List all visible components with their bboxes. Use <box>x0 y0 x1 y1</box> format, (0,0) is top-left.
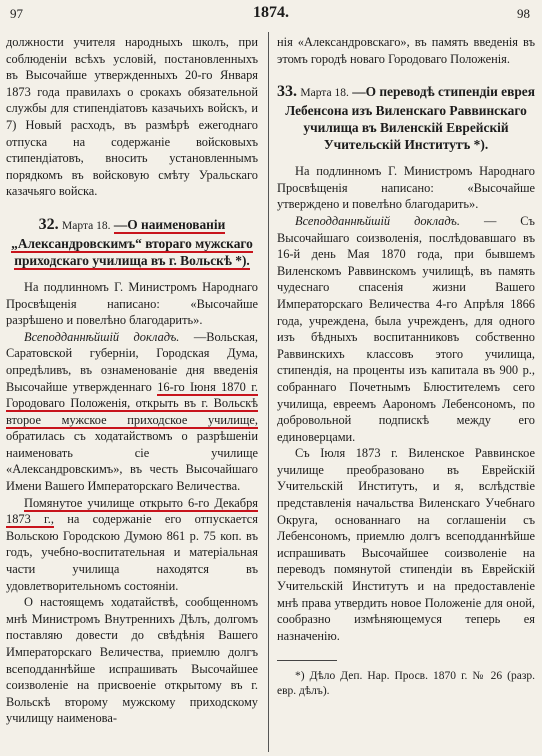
decree-33-paragraph-2 <box>277 213 535 445</box>
page-number-left: 97 <box>10 6 23 21</box>
decree-32-paragraph-4: О настоящемъ ходатайствѣ, сообщенномъ мнѣ Министромъ Внутреннихъ Дѣлъ, долгомъ поставляю довести до свѣдѣнія Вашего Императорскаго Величества, приемлю долгъ всеподданнѣйше испрашивать Высочайшее соизволеніе на присвоеніе открытому въ г. Вольскѣ второму мужскому приходскому училищу наименова- <box>6 595 258 726</box>
decree-32-underlined-phrase-1: 16-го Іюня 1870 г. Городоваго Положенія, открыть въ г. Вольскѣ второе мужское приходское училище, <box>6 379 258 427</box>
decree-33-date: Марта 18. <box>300 87 349 100</box>
decree-33-title <box>277 83 535 153</box>
decree-32-p3-rest: на содержаніе его отпускается Вольскою Городскою Думою 861 р. 75 коп. въ годъ, учебно-воспитательная и матеріальная части училища находятся въ удовлетворительномъ состояніи. <box>6 512 258 593</box>
year-heading: 1874. <box>253 4 289 21</box>
decree-32-paragraph-1: На подлинномъ Г. Министромъ Народнаго Просвѣщенія написано: «Высочайше разрѣшено и повелѣно благодарить». <box>6 279 258 328</box>
left-column <box>6 34 258 727</box>
column-divider <box>268 32 269 752</box>
page-header <box>0 4 542 26</box>
decree-33-report-lead: Всеподданнѣйшій докладъ. <box>295 213 460 228</box>
right-column <box>277 34 535 699</box>
decree-33-paragraph-3: Съ Іюля 1873 г. Виленское Раввинское училище преобразовано въ Еврейскій Учительскій Институтъ, и я, вслѣдствіе представленія начальства Виленскаго Учебнаго Округа, основаннаго на соглашеніи съ Лебенсономъ, приемлю долгъ всеподданнѣйше испрашивать Высочайшее соизволеніе на переводъ помянутой стипендіи въ Еврейскій Учительскій Институтъ и на предоставленіе мнѣ права утвердить новое Положеніе для оной, сообразно измѣняющемуся теперь ея назначенію. <box>277 446 535 643</box>
decree-33-number: 33. <box>277 83 298 101</box>
decree-33-p2-text: — Съ Высочайшаго соизволенія, послѣдовавшаго въ 16-й день Мая 1870 года, при бывшемъ Виленскомъ Раввинскомъ училищѣ, въ память чудеснаго спасенія жизни Вашего Императорскаго Величества 4-го Апрѣля 1866 года, учреждена, была учрежденъ, для одного изъ бѣдныхъ воспитанниковъ собственно Раввинскихъ классовъ этого училища, стипендія, на проценты изъ капитала въ 900 р., собраннаго Почетнымъ Блюстителемъ сего училища, евреемъ Аарономъ Лебенсономъ, по добровольной подпискѣ между его единоверцами. <box>277 213 535 444</box>
left-continuation-paragraph: должности учителя народныхъ школъ, при соблюденіи всѣхъ условій, постановленныхъ въ Высочайше утвержденныхъ 20-го Января 1873 года правилахъ о срокахъ обязательной службы для стипендіатовъ казачьихъ войскъ, и 7) Новый расходъ, въ размѣрѣ ежегоднаго отпуска на содержаніе войсковыхъ стипендіатовъ, вносить установленнымъ порядкомъ въ войсковую смѣту Уральскаго казачьяго войска. <box>6 35 258 199</box>
decree-32-paragraph-3 <box>6 495 258 595</box>
decree-32-p2-part-a: —Вольская, Саратовской губерніи, Городская Дума, опредѣливъ, въ ознаменованіе дня введенія Высочайше утвержденнаго <box>6 329 258 394</box>
decree-33-paragraph-1: На подлинномъ Г. Министромъ Народнаго Просвѣщенія написано: «Высочайше утверждено и повелѣно благодарить». <box>277 164 535 212</box>
decree-32-title <box>6 216 258 269</box>
footnote-rule <box>277 660 337 661</box>
decree-32-paragraph-2 <box>6 329 258 495</box>
decree-32-underlined-phrase-2: Помянутое училище открыто 6-го Декабря 1873 г., <box>6 495 258 527</box>
right-continuation-paragraph: нія «Александровскаго», въ память введенія въ этомъ городѣ новаго Городоваго Положенія. <box>277 35 535 66</box>
decree-32-date: Марта 18. <box>62 219 111 232</box>
decree-33-title-text: —О переводѣ стипендіи еврея Лебенсона изъ Виленскаго Раввинскаго училища въ Виленскій Еврейскій Учительскій Институтъ *). <box>285 84 535 153</box>
footnote: *) Дѣло Деп. Нар. Просв. 1870 г. № 26 (разр. евр. дѣлъ). <box>277 670 535 698</box>
decree-32-number: 32. <box>38 215 59 233</box>
decree-32-p2-part-b: обратилась съ ходатайствомъ о разрѣшеніи наименовать сіе училище «Александровскимъ», въ честь Высочайшаго Имени Вашего Императорскаго Величества. <box>6 429 258 494</box>
page-number-right: 98 <box>517 6 530 21</box>
decree-32-title-text: —О наименованіи „Александровскимъ“ втораго мужскаго приходскаго училища въ г. Вольскѣ *). <box>11 216 253 268</box>
decree-32-report-lead: Всеподданнѣйшій докладъ. <box>24 329 180 344</box>
